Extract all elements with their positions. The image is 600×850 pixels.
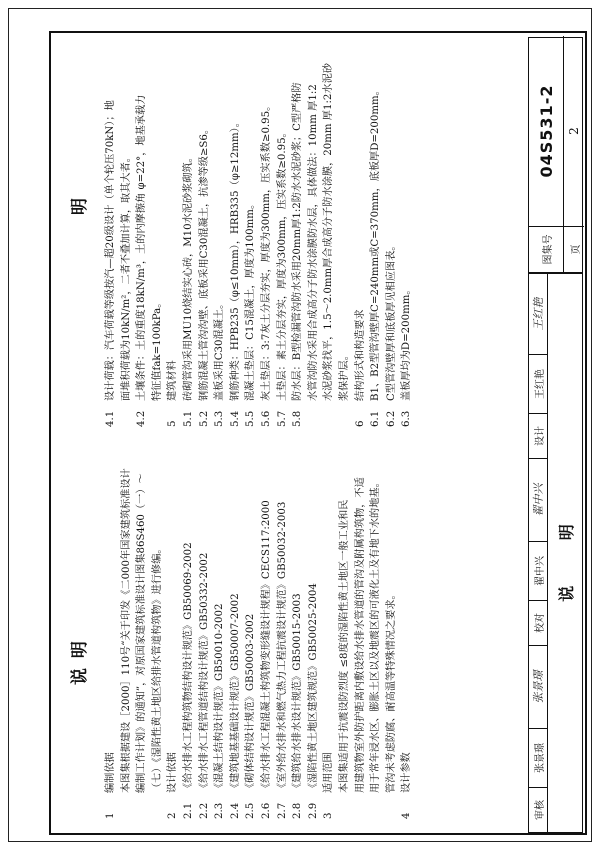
list-item: 2.7 《室外给水排水和燃气热力工程抗震设计规范》GB50032-2003 (276, 501, 288, 819)
list-item: 编制工作计划》的通知”，对原国家建筑标准设计图集86S460（一）～ (136, 473, 148, 793)
role-label: 校对 (529, 600, 547, 645)
list-item: 5.8 防水层：B型检漏管沟防水采用20mm厚1:2防水水泥砂浆；C型严格防 (292, 82, 304, 427)
list-item: 浆保护层。 (338, 350, 350, 401)
list-item: 6.3 盖板厚均为D=200mm。 (401, 284, 413, 427)
drawing-sheet (8, 8, 592, 842)
list-item: 用建筑物室外防护距离内敷设给水排水管道的管沟及附属构筑物，不适 (354, 477, 366, 793)
list-item: 6.2 C型管沟壁厚和底板厚见相应图表。 (385, 240, 397, 427)
atlas-number: 04S531-2 (529, 36, 564, 226)
list-item: 2 设计依据 (167, 752, 179, 819)
rotated-content (51, 35, 585, 835)
list-item: 本图集适用于抗震设防烈度 ≤8度的湿陷性黄土地区一般工业和民 (338, 499, 350, 793)
signature: 翟中兴 (529, 458, 547, 541)
list-item: 2.8 《建筑给水排水设计规范》GB50015-2003 (292, 593, 304, 819)
role-label: 设计 (529, 413, 547, 458)
atlas-label: 图集号 (529, 226, 564, 272)
list-item: 水管沟防水采用合成高分子防水涂膜防水层，具体做法：10mm 厚1:2 (307, 84, 319, 401)
list-item: 3 适用范围 (323, 752, 335, 819)
list-item: 6.1 B1、B2型管沟壁厚C=240mm或C=370mm，底板厚D=200mm。 (370, 85, 382, 427)
title-left: 说 明 (70, 639, 90, 685)
title-right: 明 (70, 196, 90, 215)
role-name: 王红艳 (529, 354, 547, 413)
list-item: 2.6 《给水排水工程混凝土构筑物变形缝设计规程》CECS117:2000 (260, 500, 272, 819)
sheet-title: 说 明 (556, 504, 576, 602)
list-item: 1 编制依据 (105, 752, 116, 819)
list-item: 面堆积荷载为10kN/m²，二者不叠加计算，取其大者。 (120, 152, 132, 401)
title-block-title (548, 273, 583, 833)
page-number: 2 (567, 127, 581, 135)
list-item: 本图集根据建设［2000］110号“关于印发《二000年国家建筑标准设计 (120, 468, 132, 793)
list-item: 5 建筑材料 (167, 360, 179, 427)
list-item: 4 设计参数 (401, 752, 413, 819)
title-block-number (528, 37, 583, 273)
signature: 王红艳 (532, 297, 545, 331)
list-item: 4.2 土壤条件：土的重度18kN/m³，土的内摩擦角 φ=22°，地基承载力 (136, 94, 148, 427)
role-label: 审核 (529, 787, 547, 832)
page-label: 页 (564, 226, 584, 272)
list-item: 特征值fak=100kPa。 (151, 297, 163, 401)
list-item: 5.2 钢筋混凝土管沟沟壁、底板采用C30混凝土，抗渗等级≥S6。 (198, 123, 210, 427)
list-item: 用于常年浸水区、膨胀土区以及地震区的可液化土及有地下水的地基。 (370, 477, 382, 793)
list-item: 2.2 《给水排水工程管道结构设计规范》GB50332-2002 (198, 552, 210, 819)
role-name: 翟中兴 (529, 541, 547, 600)
list-item: 6 结构形式和构造要求 (354, 309, 366, 427)
list-item: 管沟未考虑防腐、耐高温等特殊情况之要求。 (385, 589, 397, 793)
list-item: 5.4 钢筋种类：HPB235（φ≤10mm），HRB335（φ≥12mm）。 (229, 117, 241, 427)
title-block-roles (528, 273, 548, 833)
list-item: 5.5 混凝土垫层：C15混凝土，厚度为100mm。 (245, 198, 257, 427)
list-item: （七）《湿陷性黄土地区给排水管道构筑物》进行修编。 (151, 543, 163, 793)
drawing-frame (49, 31, 587, 835)
list-item: 2.5 《砌体结构设计规范》GB50003-2002 (245, 613, 257, 819)
list-item: 2.9 《湿陷性黄土地区建筑规范》GB50025-2004 (307, 583, 319, 819)
list-item: 水泥砂浆找平，1.5～2.0mm厚合成高分子防水涂膜，20mm 厚1:2水泥砂 (323, 63, 335, 401)
list-item: 4.1 设计荷载：汽车荷载等级按汽—超20级设计（单个轮压70kN）；地 (105, 100, 116, 427)
list-item: 2.1 《给水排水工程构筑物结构设计规范》GB50069-2002 (182, 542, 194, 819)
list-item: 2.4 《建筑地基基础设计规范》GB50007-2002 (229, 593, 241, 819)
list-item: 5.7 土垫层：素土分层夯实，厚度为300mm，压实系数≥0.95。 (276, 127, 288, 427)
left-column (103, 449, 415, 819)
list-item: 5.3 盖板采用C30混凝土。 (214, 298, 226, 427)
list-item: 5.1 砖砌管沟采用MU10烧结实心砖，M10水泥砂浆砌筑。 (182, 152, 194, 427)
right-column (103, 43, 415, 427)
list-item: 2.3 《混凝土结构设计规范》GB50010-2002 (214, 603, 226, 819)
signature: 张景璟 (529, 645, 547, 728)
list-item: 5.6 灰土垫层：3:7灰土分层夯实，厚度为300mm，压实系数≥0.95。 (260, 100, 272, 427)
role-name: 张景璟 (529, 728, 547, 787)
